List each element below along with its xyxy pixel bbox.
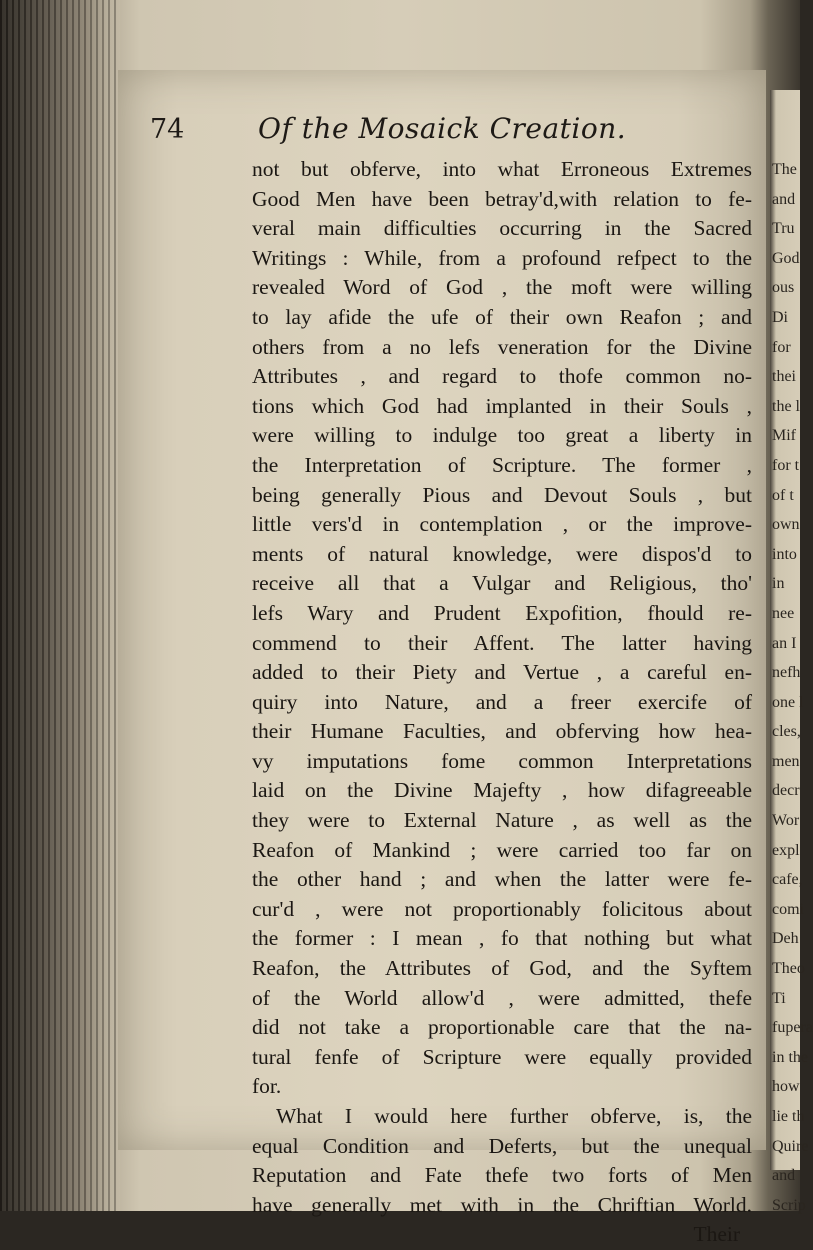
- facing-fragment: Quire: [772, 1137, 809, 1155]
- facing-fragment: how: [772, 1078, 800, 1096]
- facing-fragment: in: [772, 575, 785, 593]
- body-text: [252, 155, 752, 1250]
- facing-fragment: lie th: [772, 1108, 805, 1125]
- text-line: vy imputations fome common Interpretations: [252, 748, 752, 773]
- text-line: Reafon, the Attributes of God, and the Syftem: [252, 956, 752, 981]
- text-line: tural fenfe of Scripture were equally provided: [252, 1044, 752, 1069]
- text-line: tions which God had implanted in their Souls ,: [252, 393, 752, 418]
- facing-fragment: Di: [772, 308, 788, 326]
- text-line: receive all that a Vulgar and Religious, tho': [252, 571, 752, 596]
- facing-fragment: comi: [772, 900, 804, 918]
- facing-fragment: for t: [772, 456, 800, 474]
- text-line: were willing to indulge too great a liberty in: [252, 423, 752, 448]
- text-line: have generally met with in the Chriftian World.: [252, 1192, 752, 1217]
- facing-fragment: God: [772, 249, 800, 267]
- book-binding: [0, 0, 120, 1211]
- facing-fragment: fupera: [772, 1019, 813, 1037]
- facing-fragment: Mif: [772, 427, 796, 445]
- facing-fragment: men: [772, 752, 800, 770]
- catchword: Their: [693, 1222, 740, 1247]
- text-line: equal Condition and Deferts, but the unequal: [252, 1133, 752, 1158]
- text-line: Good Men have been betray'd,with relation to fe-: [252, 186, 752, 211]
- text-line: cur'd , were not proportionably folicitous about: [252, 896, 752, 921]
- facing-fragment: into: [772, 545, 797, 563]
- facing-fragment: Scrip: [772, 1196, 806, 1214]
- facing-fragment: decr: [772, 782, 800, 800]
- text-line: not but obferve, into what Erroneous Extremes: [252, 157, 752, 181]
- facing-fragment: the l: [772, 397, 800, 415]
- facing-fragment: Wor: [772, 812, 800, 830]
- facing-fragment: Ti: [772, 989, 786, 1007]
- facing-fragment: an I: [772, 634, 797, 652]
- facing-fragment: nee: [772, 604, 795, 622]
- text-line: for.: [252, 1074, 282, 1099]
- text-line: the Interpretation of Scripture. The former ,: [252, 452, 752, 477]
- facing-fragment: in the: [772, 1048, 808, 1066]
- text-line: revealed Word of God , the moft were willing: [252, 275, 752, 300]
- facing-fragment: expl: [772, 841, 800, 859]
- text-line: little vers'd in contemplation , or the improve-: [252, 512, 752, 537]
- facing-fragment: and: [772, 1167, 796, 1185]
- running-head: Of the Mosaick Creation.: [258, 112, 627, 145]
- text-line: quiry into Nature, and a freer exercife of: [252, 689, 752, 714]
- text-line: What I would here further obferve, is, the: [276, 1104, 752, 1128]
- facing-fragment: Deh: [772, 930, 799, 948]
- facing-page-fragments: [772, 155, 813, 1220]
- text-line: to lay afide the ufe of their own Reafon ; and: [252, 304, 752, 329]
- facing-fragment: cles,: [772, 723, 801, 741]
- text-line: being generally Pious and Devout Souls , but: [252, 482, 752, 507]
- text-line: commend to their Affent. The latter having: [252, 630, 752, 655]
- text-line: laid on the Divine Majefty , how difagreeable: [252, 778, 752, 803]
- text-line: Attributes , and regard to thofe common no-: [252, 364, 752, 389]
- page-number: 74: [150, 114, 185, 145]
- facing-fragment: The: [772, 161, 797, 178]
- facing-fragment: Theo: [772, 960, 805, 978]
- text-line: did not take a proportionable care that the na-: [252, 1015, 752, 1040]
- text-line: Reputation and Fate thefe two forts of Men: [252, 1163, 752, 1188]
- facing-fragment: nefh: [772, 664, 801, 682]
- facing-fragment: for: [772, 338, 791, 356]
- text-line: the other hand ; and when the latter were fe-: [252, 867, 752, 892]
- text-line: the former : I mean , fo that nothing but what: [252, 926, 752, 951]
- text-line: lefs Wary and Prudent Expofition, fhould re-: [252, 600, 752, 625]
- facing-fragment: thei: [772, 368, 796, 386]
- facing-fragment: ous: [772, 279, 795, 297]
- text-line: Writings : While, from a profound refpect to the: [252, 245, 752, 270]
- facing-fragment: Tru: [772, 220, 795, 238]
- facing-fragment: cafe,: [772, 871, 803, 889]
- text-line: of the World allow'd , were admitted, thefe: [252, 985, 752, 1010]
- facing-fragment: own: [772, 516, 800, 534]
- facing-fragment: of t: [772, 486, 794, 504]
- facing-fragment: one l: [772, 693, 804, 711]
- text-line: their Humane Faculties, and obferving how hea-: [252, 719, 752, 744]
- text-line: veral main difficulties occurring in the Sacred: [252, 216, 752, 241]
- text-line: they were to External Nature , as well as the: [252, 808, 752, 833]
- text-line: ments of natural knowledge, were dispos'd to: [252, 541, 752, 566]
- text-line: Reafon of Mankind ; were carried too far on: [252, 837, 752, 862]
- facing-fragment: and: [772, 190, 796, 208]
- text-line: others from a no lefs veneration for the Divine: [252, 334, 752, 359]
- text-line: added to their Piety and Vertue , a careful en-: [252, 660, 752, 685]
